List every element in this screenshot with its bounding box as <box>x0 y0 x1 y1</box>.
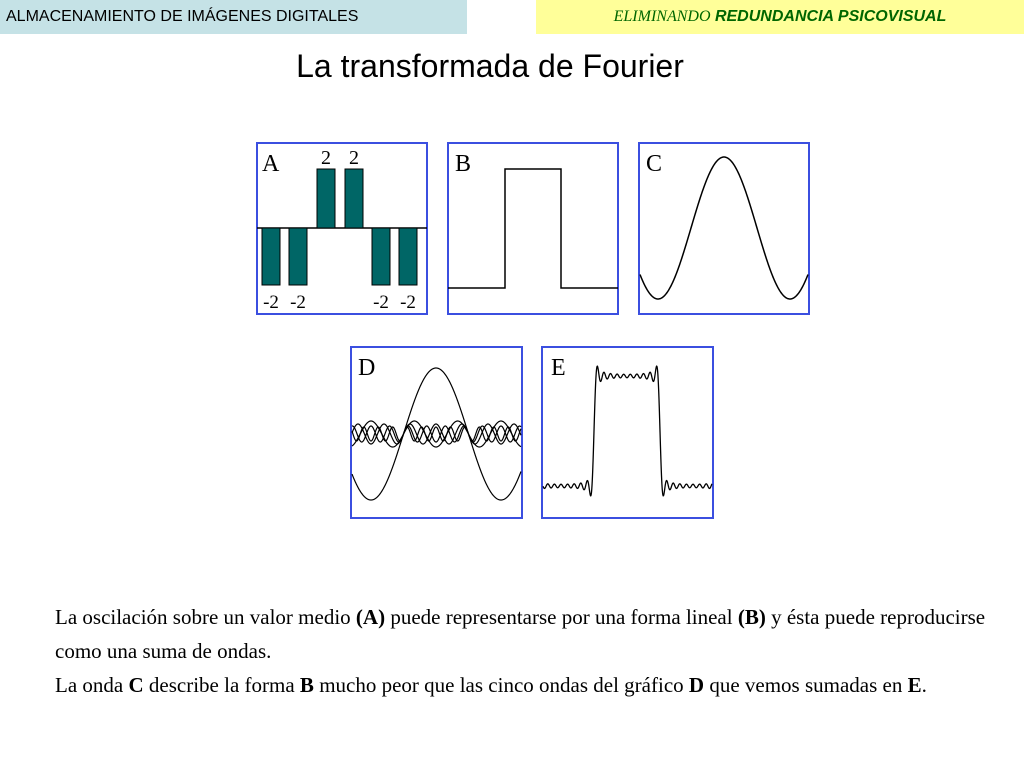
page-title: La transformada de Fourier <box>296 48 684 84</box>
description <box>55 600 995 702</box>
panel-c <box>638 142 810 315</box>
panel-a-value-top-2: 2 <box>349 147 359 169</box>
header-topic-prefix: ELIMINANDO <box>613 8 711 25</box>
panel-e-label: E <box>551 355 566 381</box>
panel-d-label: D <box>358 355 376 381</box>
panel-a-value-bottom-1: -2 <box>263 292 279 313</box>
panel-b-label: B <box>455 151 472 177</box>
header-section-label: ALMACENAMIENTO DE IMÁGENES DIGITALES <box>0 0 467 34</box>
panel-a-value-top-1: 2 <box>321 147 331 169</box>
panel-b <box>447 142 619 315</box>
panel-a <box>256 142 428 315</box>
header-topic-main: REDUNDANCIA PSICOVISUAL <box>714 8 947 25</box>
panel-e <box>541 346 714 519</box>
panel-a-value-bottom-4: -2 <box>400 292 416 313</box>
description-paragraph-1: La oscilación sobre un valor medio (A) puede representarse por una forma lineal (B) y ésta puede reproducirse como una suma de ondas. <box>55 605 986 663</box>
panel-d <box>350 346 523 519</box>
description-paragraph-2: La onda C describe la forma B mucho peor que las cinco ondas del gráfico D que vemos sumadas en E. <box>55 673 927 697</box>
panel-c-label: C <box>646 151 663 177</box>
panel-a-value-bottom-2: -2 <box>290 292 306 313</box>
header-topic <box>536 0 1024 34</box>
panel-a-value-bottom-3: -2 <box>373 292 389 313</box>
panel-a-label: A <box>262 151 280 177</box>
